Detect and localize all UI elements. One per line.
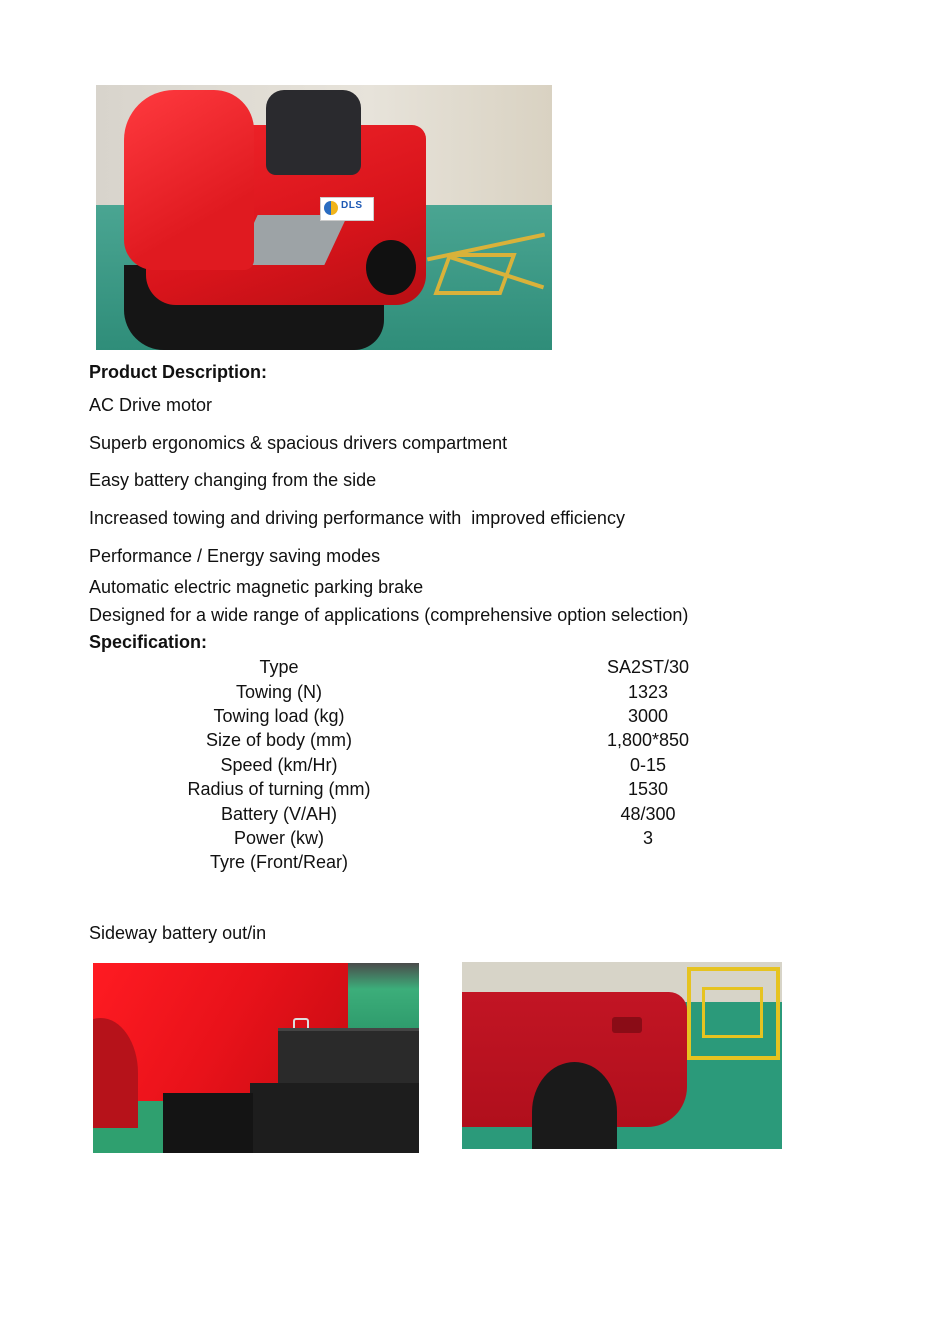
spec-label: Towing load (kg) — [213, 706, 345, 726]
description-item: Performance / Energy saving modes — [89, 546, 381, 566]
description-item: AC Drive motor — [89, 395, 213, 415]
spec-label: Tyre (Front/Rear) — [209, 852, 349, 872]
tractor-hood — [124, 90, 254, 270]
battery-photo-left — [93, 963, 419, 1153]
description-item: Superb ergonomics & spacious drivers compartment — [89, 433, 508, 453]
spec-label: Type — [259, 657, 299, 677]
yellow-frame — [702, 987, 763, 1038]
tractor-base — [163, 1093, 253, 1153]
spec-value: 1530 — [627, 779, 669, 799]
tractor-wheel — [366, 240, 416, 295]
spec-value: SA2ST/30 — [606, 657, 690, 677]
spec-value: 1323 — [627, 682, 669, 702]
spec-value: 1,800*850 — [606, 730, 690, 750]
battery-photo-right — [462, 962, 782, 1149]
product-photo-tow-tractor — [96, 85, 552, 350]
spec-value: 3000 — [627, 706, 669, 726]
spec-value: 48/300 — [620, 804, 676, 824]
dls-logo: DLS — [320, 197, 374, 221]
product-description-heading: Product Description: — [89, 362, 268, 382]
control-buttons — [612, 1017, 642, 1033]
spec-value: 0-15 — [629, 755, 667, 775]
specification-heading: Specification: — [89, 632, 208, 652]
spec-value: 3 — [642, 828, 653, 848]
description-item: Automatic electric magnetic parking brake — [89, 577, 424, 597]
spec-label: Radius of turning (mm) — [187, 779, 371, 799]
photo-background — [348, 963, 419, 1028]
description-item: Designed for a wide range of applications (comprehensive option selection) — [89, 605, 689, 625]
spec-label: Size of body (mm) — [205, 730, 353, 750]
spec-label: Speed (km/Hr) — [220, 755, 338, 775]
description-item: Increased towing and driving performance with improved efficiency — [89, 508, 625, 528]
spec-label: Battery (V/AH) — [220, 804, 338, 824]
battery-compartment — [250, 1083, 419, 1153]
spec-label: Towing (N) — [235, 682, 323, 702]
battery-tray — [278, 1028, 419, 1091]
spec-label: Power (kw) — [233, 828, 324, 848]
dls-logo-icon — [324, 201, 338, 215]
battery-caption: Sideway battery out/in — [89, 923, 267, 943]
description-item: Easy battery changing from the side — [89, 470, 377, 490]
tractor-seat — [266, 90, 361, 175]
